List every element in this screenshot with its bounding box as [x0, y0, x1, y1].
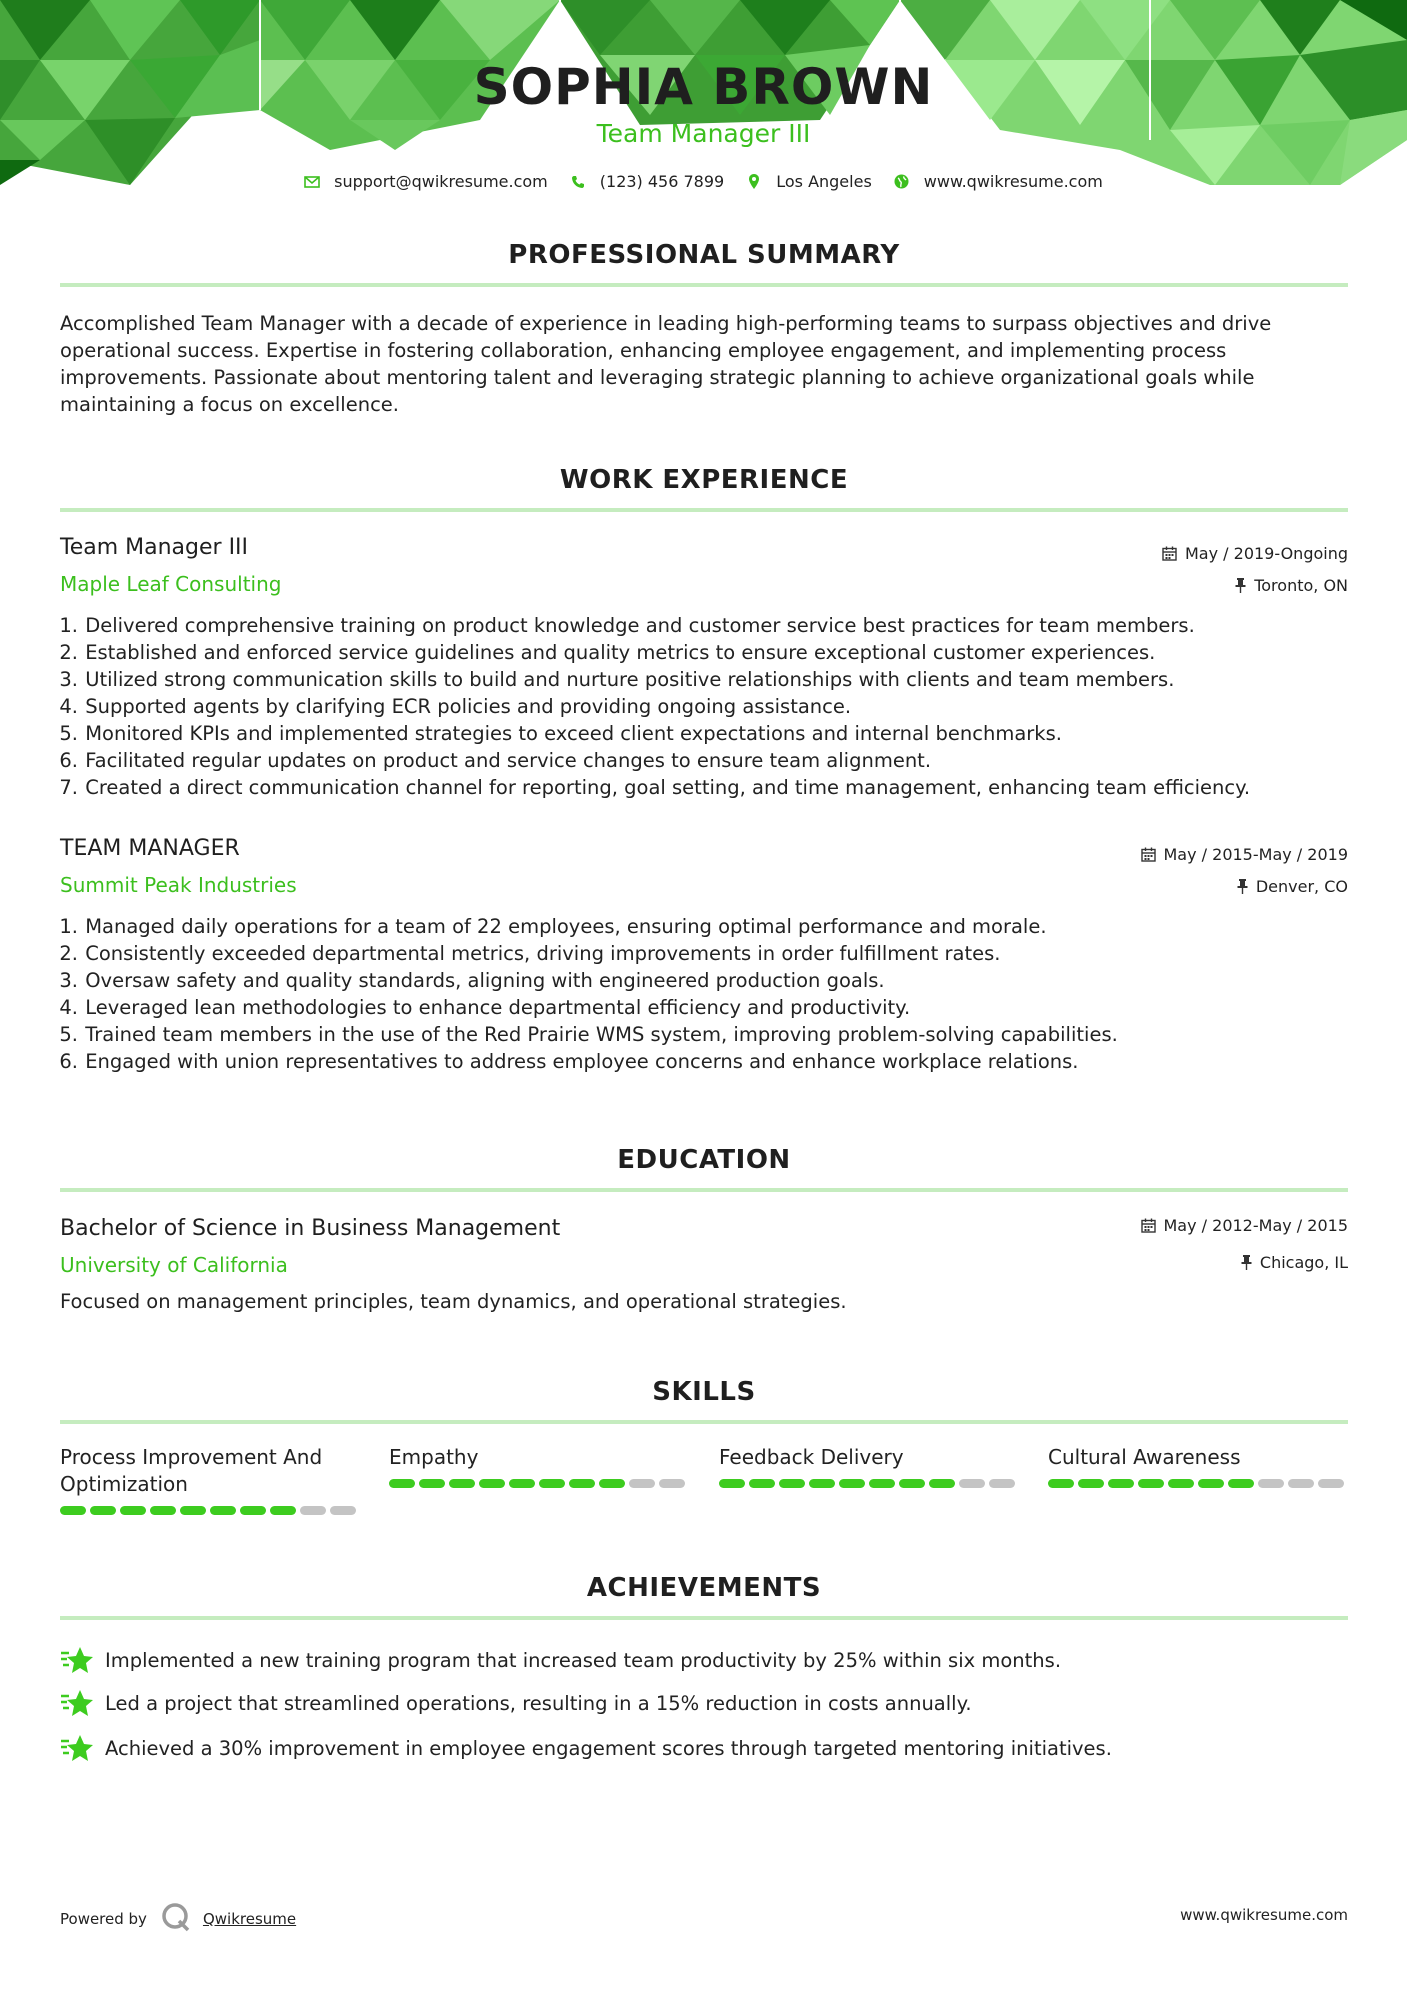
skill-level-segment	[150, 1506, 176, 1515]
location-text: Los Angeles	[776, 172, 872, 191]
skill-level-segment	[479, 1479, 505, 1488]
job-title: Team Manager III	[60, 535, 249, 560]
list-item: 6. Engaged with union representatives to address employee concerns and enhance workplace relations.	[59, 1050, 1079, 1073]
education-description: Focused on management principles, team dynamics, and operational strategies.	[60, 1290, 847, 1313]
contact-email[interactable]	[304, 172, 548, 191]
contact-location	[746, 172, 872, 191]
job-location	[1235, 576, 1348, 595]
skill-name: Cultural Awareness	[1048, 1445, 1241, 1469]
job-location	[1237, 877, 1348, 896]
skill-level-bar	[60, 1506, 360, 1515]
skill-level-segment	[120, 1506, 146, 1515]
star-icon	[60, 1645, 94, 1675]
skill-level-bar	[389, 1479, 689, 1488]
skill-level-segment	[419, 1479, 445, 1488]
qwikresume-link[interactable]: Qwikresume	[202, 1910, 297, 1928]
skill-level-segment	[389, 1479, 415, 1488]
skill-level-segment	[1288, 1479, 1314, 1488]
skill-level-segment	[270, 1506, 296, 1515]
achievement-text: Led a project that streamlined operations, resulting in a 15% reduction in costs annually.	[105, 1691, 972, 1715]
skill-level-segment	[809, 1479, 835, 1488]
list-item: 7. Created a direct communication channel for reporting, goal setting, and time management, enhancing team efficiency.	[59, 776, 1251, 799]
job-dates-text: May / 2019-Ongoing	[1185, 544, 1348, 563]
job-title: TEAM MANAGER	[60, 836, 240, 861]
skill-level-segment	[539, 1479, 565, 1488]
skill-level-segment	[929, 1479, 955, 1488]
list-item: 4. Leveraged lean methodologies to enhance departmental efficiency and productivity.	[59, 996, 911, 1019]
candidate-name: SOPHIA BROWN	[473, 58, 934, 116]
education-divider	[60, 1188, 1348, 1192]
achievement-text: Implemented a new training program that increased team productivity by 25% within six months.	[105, 1648, 1062, 1672]
footer-powered-by	[60, 1902, 296, 1936]
education-location	[1241, 1253, 1348, 1272]
skill-level-segment	[1198, 1479, 1224, 1488]
summary-text: Accomplished Team Manager with a decade of experience in leading high-performing teams to surpass objectives and drive operational success. Expertise in fostering collaboration, enhancing employee engagement, and implementing process improvements. Passionate about mentoring talent and leveraging strategic planning to achieve organizational goals while maintaining a focus on excellence.	[60, 312, 1272, 416]
candidate-role: Team Manager III	[596, 119, 811, 148]
qwikresume-logo-icon	[161, 1902, 191, 1936]
map-pin-icon	[746, 174, 762, 190]
skill-level-segment	[60, 1506, 86, 1515]
calendar-icon	[1141, 1218, 1156, 1233]
skill-level-segment	[180, 1506, 206, 1515]
skill-level-segment	[869, 1479, 895, 1488]
star-icon	[60, 1688, 94, 1718]
achievements-heading: ACHIEVEMENTS	[586, 1573, 822, 1603]
list-item: 1. Managed daily operations for a team of 22 employees, ensuring optimal performance and morale.	[59, 915, 1047, 938]
skills-heading: SKILLS	[652, 1377, 756, 1407]
skill-level-segment	[210, 1506, 236, 1515]
contact-bar	[0, 172, 1407, 191]
skill-level-segment	[1048, 1479, 1074, 1488]
job-dates	[1141, 845, 1349, 864]
company-name: Maple Leaf Consulting	[60, 572, 282, 596]
achievement-item	[60, 1733, 1350, 1763]
job-bullets	[52, 612, 1352, 801]
contact-phone[interactable]	[570, 172, 724, 191]
globe-icon	[894, 174, 910, 190]
star-icon	[60, 1733, 94, 1763]
skills-divider	[60, 1420, 1348, 1424]
achievement-item	[60, 1645, 1350, 1675]
summary-divider	[60, 283, 1348, 287]
job-location-text: Toronto, ON	[1254, 576, 1348, 595]
skill-level-segment	[749, 1479, 775, 1488]
list-item: 1. Delivered comprehensive training on product knowledge and customer service best practices for team members.	[59, 614, 1195, 637]
list-item: 2. Established and enforced service guidelines and quality metrics to ensure exceptional customer experiences.	[59, 641, 1156, 664]
powered-by-label: Powered by	[60, 1910, 147, 1928]
skill-level-segment	[569, 1479, 595, 1488]
pushpin-icon	[1235, 578, 1246, 593]
education-location-text: Chicago, IL	[1259, 1253, 1348, 1272]
pushpin-icon	[1241, 1255, 1252, 1270]
skill-item	[1048, 1444, 1348, 1488]
degree-title: Bachelor of Science in Business Management	[60, 1216, 561, 1241]
list-item: 5. Monitored KPIs and implemented strategies to exceed client expectations and internal benchmarks.	[59, 722, 1062, 745]
calendar-icon	[1162, 546, 1177, 561]
email-text: support@qwikresume.com	[334, 172, 548, 191]
skill-item	[60, 1444, 360, 1515]
experience-divider	[60, 508, 1348, 512]
skill-level-segment	[779, 1479, 805, 1488]
skill-level-segment	[90, 1506, 116, 1515]
job-dates	[1162, 544, 1348, 563]
skill-name: Feedback Delivery	[719, 1445, 904, 1469]
list-item: 3. Oversaw safety and quality standards, aligning with engineered production goals.	[59, 969, 885, 992]
skill-level-segment	[989, 1479, 1015, 1488]
job-dates-text: May / 2015-May / 2019	[1163, 845, 1348, 864]
list-item: 5. Trained team members in the use of the Red Prairie WMS system, improving problem-solving capabilities.	[59, 1023, 1118, 1046]
skill-level-bar	[719, 1479, 1019, 1488]
company-name: Summit Peak Industries	[60, 873, 297, 897]
education-dates-text: May / 2012-May / 2015	[1163, 1216, 1348, 1235]
experience-heading: WORK EXPERIENCE	[559, 465, 849, 495]
skill-level-bar	[1048, 1479, 1348, 1488]
skill-name: Process Improvement And Optimization	[60, 1445, 323, 1496]
footer-website[interactable]: www.qwikresume.com	[1180, 1906, 1348, 1924]
job-location-text: Denver, CO	[1255, 877, 1348, 896]
calendar-icon	[1141, 847, 1156, 862]
skill-level-segment	[330, 1506, 356, 1515]
skill-level-segment	[959, 1479, 985, 1488]
list-item: 2. Consistently exceeded departmental metrics, driving improvements in order fulfillment rates.	[59, 942, 1001, 965]
job-bullets	[52, 913, 1352, 1075]
skill-level-segment	[899, 1479, 925, 1488]
skill-level-segment	[300, 1506, 326, 1515]
list-item: 6. Facilitated regular updates on product and service changes to ensure team alignment.	[59, 749, 932, 772]
envelope-icon	[304, 174, 320, 190]
skill-name: Empathy	[389, 1445, 479, 1469]
skill-level-segment	[1138, 1479, 1164, 1488]
summary-heading: PROFESSIONAL SUMMARY	[508, 240, 900, 270]
achievement-item	[60, 1688, 1350, 1718]
skill-level-segment	[1108, 1479, 1134, 1488]
achievement-text: Achieved a 30% improvement in employee engagement scores through targeted mentoring initiatives.	[105, 1736, 1112, 1760]
skill-level-segment	[449, 1479, 475, 1488]
skill-level-segment	[1168, 1479, 1194, 1488]
achievements-divider	[60, 1616, 1348, 1620]
skill-item	[389, 1444, 689, 1488]
list-item: 4. Supported agents by clarifying ECR policies and providing ongoing assistance.	[59, 695, 852, 718]
skill-level-segment	[1078, 1479, 1104, 1488]
skill-level-segment	[839, 1479, 865, 1488]
phone-text: (123) 456 7899	[599, 172, 725, 191]
skill-level-segment	[599, 1479, 625, 1488]
website-text: www.qwikresume.com	[923, 172, 1103, 191]
skill-item	[719, 1444, 1019, 1488]
skill-level-segment	[240, 1506, 266, 1515]
skill-level-segment	[1318, 1479, 1344, 1488]
skill-level-segment	[1258, 1479, 1284, 1488]
skill-level-segment	[629, 1479, 655, 1488]
school-name: University of California	[60, 1253, 288, 1277]
contact-website[interactable]	[894, 172, 1103, 191]
list-item: 3. Utilized strong communication skills to build and nurture positive relationships with clients and team members.	[59, 668, 1175, 691]
skill-level-segment	[659, 1479, 685, 1488]
education-dates	[1141, 1216, 1349, 1235]
pushpin-icon	[1237, 879, 1248, 894]
skill-level-segment	[509, 1479, 535, 1488]
skill-level-segment	[1228, 1479, 1254, 1488]
skill-level-segment	[719, 1479, 745, 1488]
phone-icon	[570, 174, 586, 190]
education-heading: EDUCATION	[617, 1145, 791, 1175]
